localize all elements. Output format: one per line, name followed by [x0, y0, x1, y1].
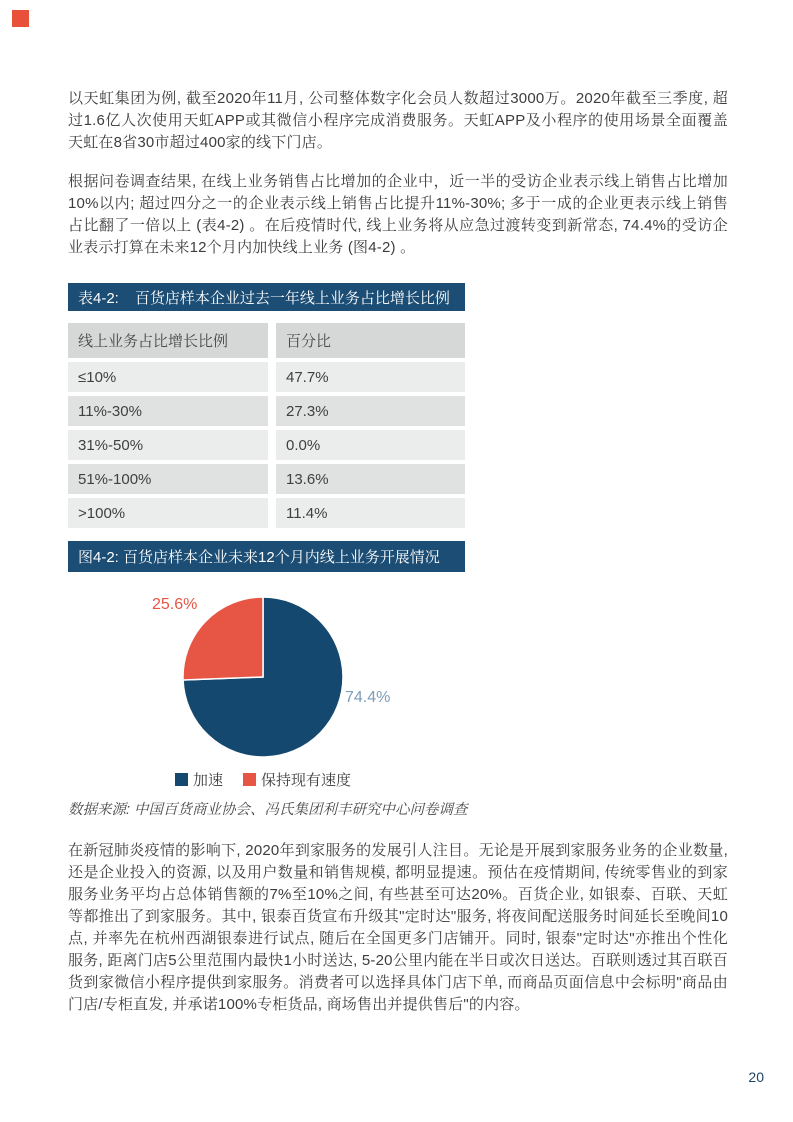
- chart-legend: [103, 769, 423, 790]
- table-title-text: 百货店样本企业过去一年线上业务占比增长比例: [134, 289, 450, 307]
- pie-label-accelerate: 74.4%: [345, 689, 391, 706]
- table-cell: ≤10%: [68, 362, 268, 392]
- table-cell: 0.0%: [276, 430, 465, 460]
- pie-label-maintain: 25.6%: [152, 596, 198, 613]
- table-row: [68, 362, 465, 392]
- page-number: 20: [748, 1069, 764, 1085]
- table-header-cell: 百分比: [276, 323, 465, 358]
- table-row: [68, 464, 465, 494]
- table-row: [68, 498, 465, 528]
- legend-swatch-red: [243, 773, 256, 786]
- table-cell: 27.3%: [276, 396, 465, 426]
- table-4-2: [68, 283, 465, 532]
- legend-item-accelerate: [175, 769, 223, 790]
- table-cell: 31%-50%: [68, 430, 268, 460]
- paragraph-tianhong: 以天虹集团为例, 截至2020年11月, 公司整体数字化会员人数超过3000万。2020年截至三季度, 超过1.6亿人次使用天虹APP或其微信小程序完成消费服务。天虹APP及小程序的使用场景全面覆盖天虹在8省30市超过400家的线下门店。: [68, 90, 728, 151]
- source-note: 数据来源: 中国百货商业协会、冯氏集团利丰研究中心问卷调查: [68, 802, 468, 818]
- table-title-bar: [68, 283, 465, 311]
- table-cell: 51%-100%: [68, 464, 268, 494]
- table-row: [68, 396, 465, 426]
- pie-chart: [103, 589, 423, 764]
- table-cell: 47.7%: [276, 362, 465, 392]
- table-row: [68, 430, 465, 460]
- table-cell: 13.6%: [276, 464, 465, 494]
- table-cell: 11.4%: [276, 498, 465, 528]
- legend-label: 保持现有速度: [261, 772, 352, 789]
- legend-item-maintain: [243, 769, 351, 790]
- legend-label: 加速: [192, 772, 223, 789]
- paragraph-home-delivery: 在新冠肺炎疫情的影响下, 2020年到家服务的发展引人注目。无论是开展到家服务业务的企业数量, 还是企业投入的资源, 以及用户数量和销售规模, 都明显提速。预估在疫情期间, 传统零售业的到家服务业务平均占总体销售额的7%至10%之间, 有些甚至可达20%。百货企业, 如银泰、百联、天虹等都推出了到家服务。其中, 银泰百货宣布升级其"定时达"服务, 将夜间配送服务时间延长至晚间10点, 并率先在杭州西湖银泰进行试点, 随后在全国更多门店铺开。同时, 银泰"定时达"亦推出个性化服务, 距离门店5公里范围内最快1小时送达, 5-20公里内能在半日或次日送达。百联则透过其百联百货到家微信小程序提供到家服务。消费者可以选择具体门店下单, 而商品页面信息中会标明"商品由门店/专柜直发, 并承诺100%专柜货品, 商场售出并提供售后"的内容。: [68, 842, 728, 1013]
- table-title-prefix: 表4-2:: [78, 289, 119, 307]
- legend-swatch-navy: [175, 773, 188, 786]
- figure-title-bar: 图4-2: 百货店样本企业未来12个月内线上业务开展情况: [68, 541, 465, 572]
- table-header-row: [68, 323, 465, 358]
- table-body: [68, 362, 465, 528]
- table-cell: >100%: [68, 498, 268, 528]
- table-cell: 11%-30%: [68, 396, 268, 426]
- table-header-cell: 线上业务占比增长比例: [68, 323, 268, 358]
- brand-logo-square: [12, 10, 29, 27]
- paragraph-survey-results: 根据问卷调查结果, 在线上业务销售占比增加的企业中，近一半的受访企业表示线上销售占比增加10%以内; 超过四分之一的企业表示线上销售占比提升11%-30%; 多于一成的企业更表示线上销售占比翻了一倍以上 (表4-2) 。在后疫情时代, 线上业务将从应急过渡转变到新常态, 74.4%的受访企业表示打算在未来12个月内加快线上业务 (图4-2) 。: [68, 173, 728, 256]
